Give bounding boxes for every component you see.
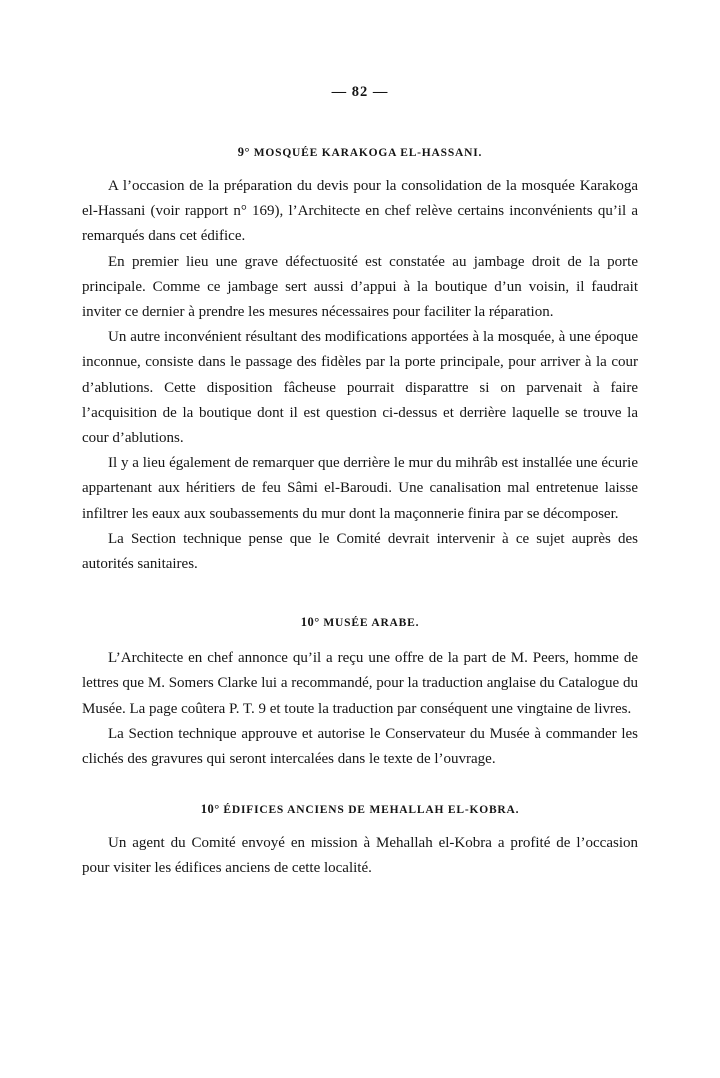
paragraph: La Section technique pense que le Comité devrait intervenir à ce sujet auprès des autorités sanitaires. [82,530,638,573]
section-body-mosquee-karakoga [82,174,638,577]
paragraph: En premier lieu une grave défectuosité est constatée au jambage droit de la porte principale. Comme ce jambage sert aussi d’appui à la boutique d’un voisin, il faudrait inviter ce dernier à prendre les mesures nécessaires pour faciliter la réparation. [82,253,638,321]
paragraph: Un agent du Comité envoyé en mission à Mehallah el-Kobra a profité de l’occasion pour visiter les édifices anciens de cette localité. [82,835,638,877]
section-title: MUSÉE ARABE. [323,617,420,630]
section-heading-musee-arabe [82,615,638,630]
section-title: MOSQUÉE KARAKOGA EL-HASSANI. [253,147,483,159]
section-number: 10° [300,615,320,630]
section-heading-edifices-mehallah [82,802,638,817]
section-body-edifices-mehallah [82,831,638,881]
paragraph: Il y a lieu également de remarquer que derrière le mur du mihrâb est installée une écurie appartenant aux héritiers de feu Sâmi el-Baroudi. Une canalisation mal entretenue laisse infiltrer les eaux aux soubassements du mur dont la maçonnerie finira par se décomposer. [82,455,638,522]
section-body-musee-arabe [82,646,638,772]
section-spacer [82,577,638,615]
section-number: 9° [237,145,251,159]
paragraph: La Section technique approuve et autorise le Conservateur du Musée à commander les clichés des gravures qui seront intercalées dans le texte de l’ouvrage. [82,725,638,768]
section-spacer [82,772,638,802]
paragraph: Un autre inconvénient résultant des modifications apportées à la mosquée, à une époque inconnue, consiste dans le passage des fidèles par la porte principale, pour arriver à la cour d’ablutions. Cette disposition fâcheuse pourrait disparattre si on parvenait à faire l’acquisition de la boutique dont il est question ci-dessus et derrière laquelle se trouve la cour d’ablutions. [82,329,638,447]
section-heading-mosquee-karakoga [82,145,638,160]
section-number: 10° [200,802,220,817]
paragraph: L’Architecte en chef annonce qu’il a reçu une offre de la part de M. Peers, homme de lettres que M. Somers Clarke lui a recommandé, pour la traduction anglaise du Catalogue du Musée. La page coûtera P. T. 9 et toute la traduction par conséquent une vingtaine de livres. [82,650,638,717]
page-number: — 82 — [331,84,389,100]
paragraph: A l’occasion de la préparation du devis pour la consolidation de la mosquée Karakoga el-Hassani (voir rapport n° 169), l’Architecte en chef relève certains inconvénients qu’il a remarqués dans cet édifice. [82,178,638,245]
section-title: ÉDIFICES ANCIENS DE MEHALLAH EL-KOBRA. [223,804,520,817]
